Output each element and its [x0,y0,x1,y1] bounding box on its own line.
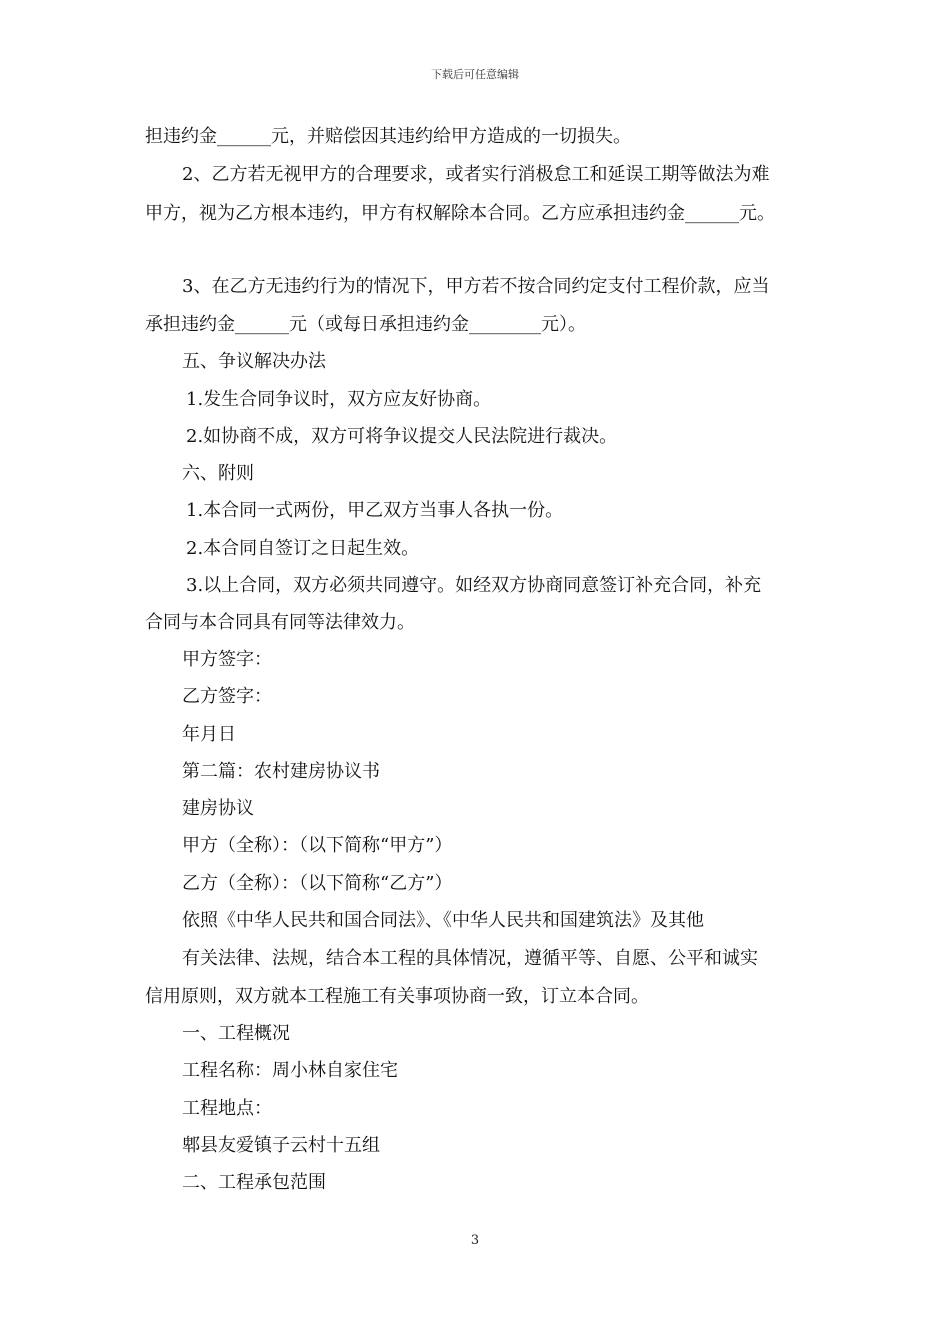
agreement-title: 建房协议 [182,798,254,819]
text-line-2: 2、乙方若无视甲方的合理要求，或者实行消极怠工和延误工期等做法为难 [182,164,770,185]
text-line-11: 2.本合同自签订之日起生效。 [186,538,420,559]
section-heading-scope: 二、工程承包范围 [182,1172,326,1193]
text-line-4: 3、在乙方无违约行为的情况下，甲方若不按合同约定支付工程价款，应当 [182,276,770,297]
section-heading-dispute: 五、争议解决办法 [182,351,326,372]
text-line-23: 信用原则，双方就本工程施工有关事项协商一致，订立本合同。 [145,986,649,1007]
chapter-title: 第二篇：农村建房协议书 [182,761,380,782]
project-name: 工程名称：周小林自家住宅 [182,1060,398,1081]
text-line-8: 2.如协商不成，双方可将争议提交人民法院进行裁决。 [186,426,618,447]
text-line-22: 有关法律、法规，结合本工程的具体情况，遵循平等、自愿、公平和诚实 [182,948,758,969]
text-line-5: 承担违约金______元（或每日承担违约金________元）。 [145,314,586,335]
text-line-10: 1.本合同一式两份，甲乙双方当事人各执一份。 [186,500,564,521]
text-line-13: 合同与本合同具有同等法律效力。 [145,612,415,633]
text-line-1: 担违约金______元，并赔偿因其违约给甲方造成的一切损失。 [145,126,631,147]
party-a-line: 甲方（全称）：（以下简称“甲方”） [182,835,453,856]
party-b-line: 乙方（全称）：（以下简称“乙方”） [182,873,453,894]
project-location-value: 郫县友爱镇子云村十五组 [182,1135,380,1156]
page-number: 3 [470,1233,480,1248]
section-heading-appendix: 六、附则 [182,463,254,484]
project-location-label: 工程地点： [182,1098,272,1119]
text-line-12: 3.以上合同，双方必须共同遵守。如经双方协商同意签订补充合同，补充 [186,575,762,596]
text-line-3: 甲方，视为乙方根本违约，甲方有权解除本合同。乙方应承担违约金______元。 [145,203,775,224]
text-line-7: 1.发生合同争议时，双方应友好协商。 [186,389,492,410]
page-header: 下载后可任意编辑 [431,68,519,81]
section-heading-overview: 一、工程概况 [182,1023,290,1044]
party-a-signature: 甲方签字： [182,649,272,670]
date-line: 年月日 [182,724,236,745]
party-b-signature: 乙方签字： [182,686,272,707]
text-line-21: 依照《中华人民共和国合同法》、《中华人民共和国建筑法》及其他 [182,910,704,931]
